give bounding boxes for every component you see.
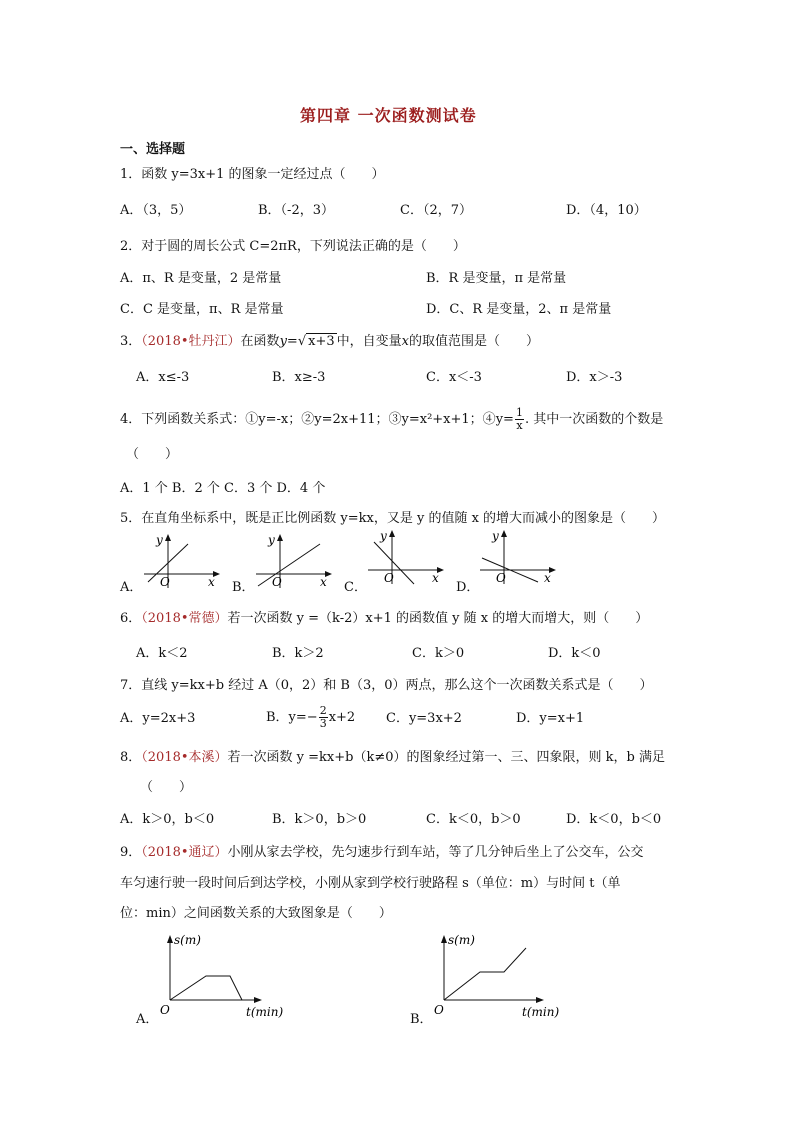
q8-option-a: A．k＞0，b＜0 — [120, 812, 215, 827]
q9-option-b: B． — [410, 1012, 433, 1027]
q6-option-b: B．k＞2 — [272, 646, 324, 661]
svg-text:y: y — [156, 533, 163, 547]
q9-line-3: 位：min）之间函数关系的大致图象是（ ） — [120, 906, 392, 921]
q1-option-b: B．（-2，3） — [258, 203, 334, 218]
svg-text:t(min): t(min) — [522, 1005, 560, 1019]
q3-source: （2018•牡丹江） — [141, 334, 241, 349]
q8-option-b: B．k＞0，b＞0 — [272, 812, 367, 827]
q9-line-2: 车匀速行驶一段时间后到达学校，小刚从家到学校行驶路程 s（单位：m）与时间 t（单 — [120, 876, 621, 891]
q9-graph-a — [150, 930, 290, 1026]
page-title: 第四章 一次函数测试卷 — [300, 106, 477, 125]
svg-text:x: x — [208, 575, 215, 589]
q9-source: （2018•通辽） — [141, 845, 228, 860]
q6-source: （2018•常德） — [141, 611, 228, 626]
q7-option-d: D．y=x+1 — [516, 711, 585, 726]
q3-option-c: C．x＜-3 — [426, 370, 482, 385]
svg-text:s(m): s(m) — [174, 933, 201, 947]
svg-text:x: x — [320, 575, 327, 589]
q8-paren: （ ） — [140, 780, 193, 795]
q2-option-c: C．C 是变量，π、R 是常量 — [120, 302, 284, 317]
svg-text:x: x — [544, 571, 551, 585]
q2-stem: 2．对于圆的周长公式 C=2πR，下列说法正确的是（ ） — [120, 239, 466, 254]
q5-stem: 5．在直角坐标系中，既是正比例函数 y=kx，又是 y 的值随 x 的增大而减小的图象是（ ） — [120, 511, 666, 526]
q5-option-c: C． — [344, 580, 367, 595]
svg-text:O: O — [160, 575, 170, 589]
svg-text:y: y — [492, 529, 499, 543]
q5-graph-d — [474, 528, 564, 588]
q7-option-b: B．y=− $\frac{2}{3}$ x+2 — [266, 704, 356, 730]
svg-text:O: O — [384, 571, 394, 585]
q6-option-d: D．k＜0 — [548, 646, 601, 661]
q8-option-c: C．k＜0，b＞0 — [426, 812, 521, 827]
q6-option-c: C．k＞0 — [412, 646, 465, 661]
q5-graph-b — [250, 532, 340, 592]
q1-option-c: C．（2，7） — [400, 203, 472, 218]
q4-options: A．1 个 B．2 个 C．3 个 D．4 个 — [120, 481, 326, 496]
q3-option-a: A．x≤-3 — [136, 370, 190, 385]
svg-text:O: O — [160, 1003, 170, 1017]
q8-source: （2018•本溪） — [141, 750, 228, 765]
q1-stem: 1．函数 y=3x+1 的图象一定经过点（ ） — [120, 167, 385, 182]
q6-stem: 6．（2018•常德）若一次函数 y =（k-2）x+1 的函数值 y 随 x 的增大而增大，则（ ） — [120, 611, 649, 626]
q5-graph-c — [362, 528, 452, 588]
svg-text:s(m): s(m) — [448, 933, 475, 947]
q9-graph-b — [424, 930, 574, 1026]
q1-option-a: A．（3，5） — [120, 203, 192, 218]
q4-fraction: $\frac{1}{x}$ — [515, 406, 523, 432]
q5-option-d: D． — [456, 580, 480, 595]
q8-option-d: D．k＜0，b＜0 — [566, 812, 662, 827]
q9-option-a: A． — [136, 1012, 159, 1027]
q3-option-d: D．x＞-3 — [566, 370, 623, 385]
q4-stem: 4．下列函数关系式：①y=-x；②y=2x+11；③y=x²+x+1；④y= $\frac{1}{x}$ . 其中一次函数的个数是 — [120, 406, 664, 432]
q3-stem: 3．（2018•牡丹江）在函数y=√ x+3 中，自变量x的取值范围是（ ） — [120, 334, 539, 349]
q7-stem: 7．直线 y=kx+b 经过 A（0，2）和 B（3，0）两点，那么这个一次函数关系式是（ ） — [120, 678, 653, 693]
q5-option-a: A． — [120, 580, 143, 595]
svg-text:y: y — [268, 533, 275, 547]
q7-fraction: $\frac{2}{3}$ — [319, 704, 327, 730]
q3-option-b: B．x≥-3 — [272, 370, 326, 385]
q8-stem: 8．（2018•本溪）若一次函数 y =kx+b（k≠0）的图象经过第一、三、四象限，则 k，b 满足 — [120, 750, 665, 765]
q5-graph-a — [138, 532, 228, 592]
q4-paren: （ ） — [126, 447, 179, 462]
q9-line-1: 9．（2018•通辽）小刚从家去学校，先匀速步行到车站，等了几分钟后坐上了公交车，公交 — [120, 845, 644, 860]
svg-text:t(min): t(min) — [246, 1005, 284, 1019]
q6-option-a: A．k＜2 — [136, 646, 188, 661]
q2-option-b: B．R 是变量，π 是常量 — [426, 271, 567, 286]
svg-text:O: O — [434, 1003, 444, 1017]
q7-option-a: A．y=2x+3 — [120, 711, 196, 726]
svg-text:O: O — [272, 575, 282, 589]
q5-option-b: B． — [232, 580, 255, 595]
svg-text:y: y — [380, 529, 387, 543]
sqrt-sign-icon: √ — [297, 334, 307, 349]
svg-text:O: O — [496, 571, 506, 585]
svg-text:x: x — [432, 571, 439, 585]
q7-option-c: C．y=3x+2 — [386, 711, 462, 726]
q1-option-d: D．（4，10） — [566, 203, 647, 218]
section-heading: 一、选择题 — [120, 142, 186, 157]
q2-option-d: D．C、R 是变量，2、π 是常量 — [426, 302, 612, 317]
q2-option-a: A．π、R 是变量，2 是常量 — [120, 271, 282, 286]
